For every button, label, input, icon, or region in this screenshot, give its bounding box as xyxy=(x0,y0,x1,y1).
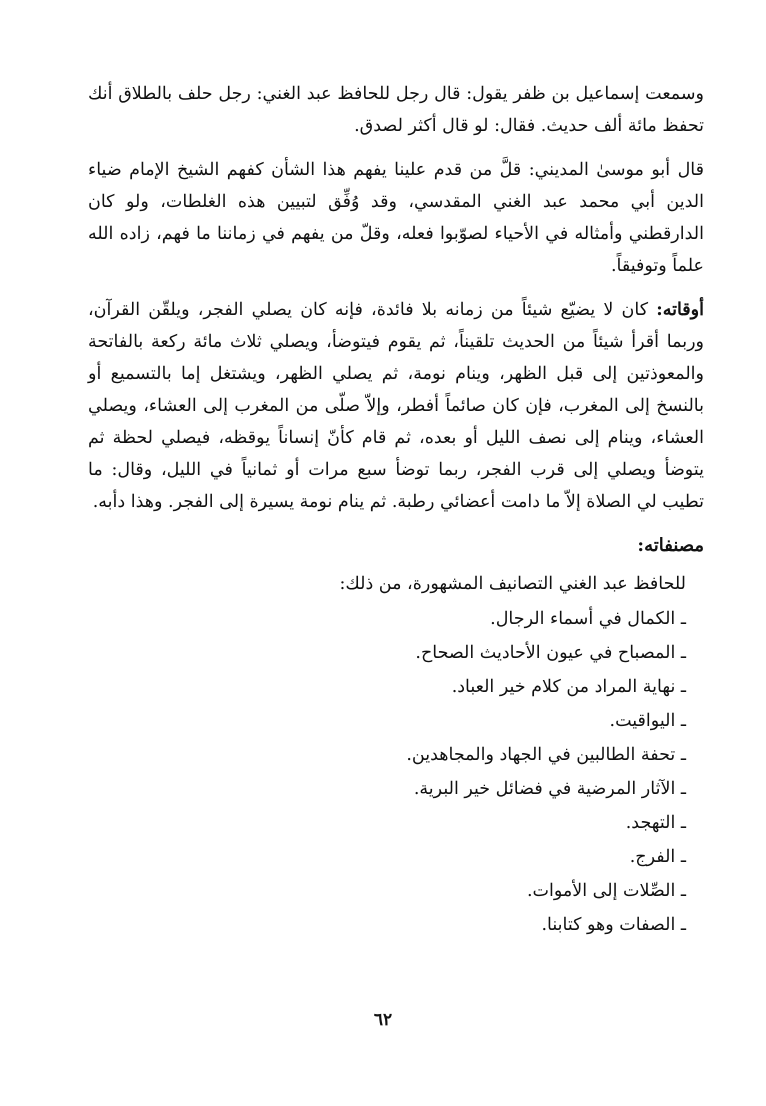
paragraph-lead-awqatuhu: أوقاته: xyxy=(656,300,704,320)
list-item: ـ نهاية المراد من كلام خير العباد. xyxy=(451,677,686,697)
list-item: ـ الصفات وهو كتابنا. xyxy=(541,915,686,935)
paragraph-ismail-ibn-zafar: وسمعت إسماعيل بن ظفر يقول: قال رجل للحافظ عبد الغني: رجل حلف بالطلاق أنك تحفظ مائة ألف حديث. فقال: لو قال أكثر لصدق. xyxy=(88,84,704,136)
list-item: ـ تحفة الطالبين في الجهاد والمجاهدين. xyxy=(406,745,686,765)
page-number: ٦٢ xyxy=(373,1010,393,1030)
works-list xyxy=(88,602,704,942)
list-item: ـ الكمال في أسماء الرجال. xyxy=(490,609,686,629)
works-intro: للحافظ عبد الغني التصانيف المشهورة، من ذلك: xyxy=(339,574,686,594)
section-heading-works: مصنفاته: xyxy=(637,535,704,556)
paragraph-awqatuhu-body: كان لا يضيّع شيئاً من زمانه بلا فائدة، فإنه كان يصلي الفجر، ويلقّن القرآن، وربما أقرأ شيئاً من الحديث تلقيناً، ثم يقوم فيتوضأ، ويصلي ثلاث مائة ركعة بالفاتحة والمعوذتين إلى قبل الظهر، وينام نومة، ثم يصلي الظهر، ويشتغل إما بالتسميع أو بالنسخ إلى المغرب، فإن كان صائماً أفطر، وإلاّ صلّى من المغرب إلى العشاء، ويصلي العشاء، وينام إلى نصف الليل أو بعده، ثم قام كأنّ إنساناً يوقظه، فيصلي لحظة ثم يتوضأ ويصلي إلى قرب الفجر، ربما توضأ سبع مرات أو ثمانياً في الليل، وقال: ما تطيب لي الصلاة إلاّ ما دامت أعضائي رطبة. ثم ينام نومة يسيرة إلى الفجر. وهذا دأبه. xyxy=(88,300,704,512)
page-body xyxy=(88,78,704,942)
paragraph-awqatuhu xyxy=(88,294,704,518)
list-item: ـ الصِّلات إلى الأموات. xyxy=(526,881,686,901)
paragraph-abu-musa: قال أبو موسىٰ المديني: قلَّ من قدم علينا يفهم هذا الشأن كفهم الشيخ الإمام ضياء الدين أبي محمد عبد الغني المقدسي، وقد وُفِّق لتبيين هذه الغلطات، ولو كان الدارقطني وأمثاله في الأحياء لصوّبوا فعله، وقلّ من يفهم في زماننا ما فهم، زاده الله علماً وتوفيقاً. xyxy=(88,160,704,276)
list-item: ـ الآثار المرضية في فضائل خير البرية. xyxy=(413,779,686,799)
list-item: ـ اليواقيت. xyxy=(609,711,686,731)
list-item: ـ الفرج. xyxy=(629,847,686,867)
list-item: ـ المصباح في عيون الأحاديث الصحاح. xyxy=(415,643,686,663)
list-item: ـ التهجد. xyxy=(625,813,686,833)
